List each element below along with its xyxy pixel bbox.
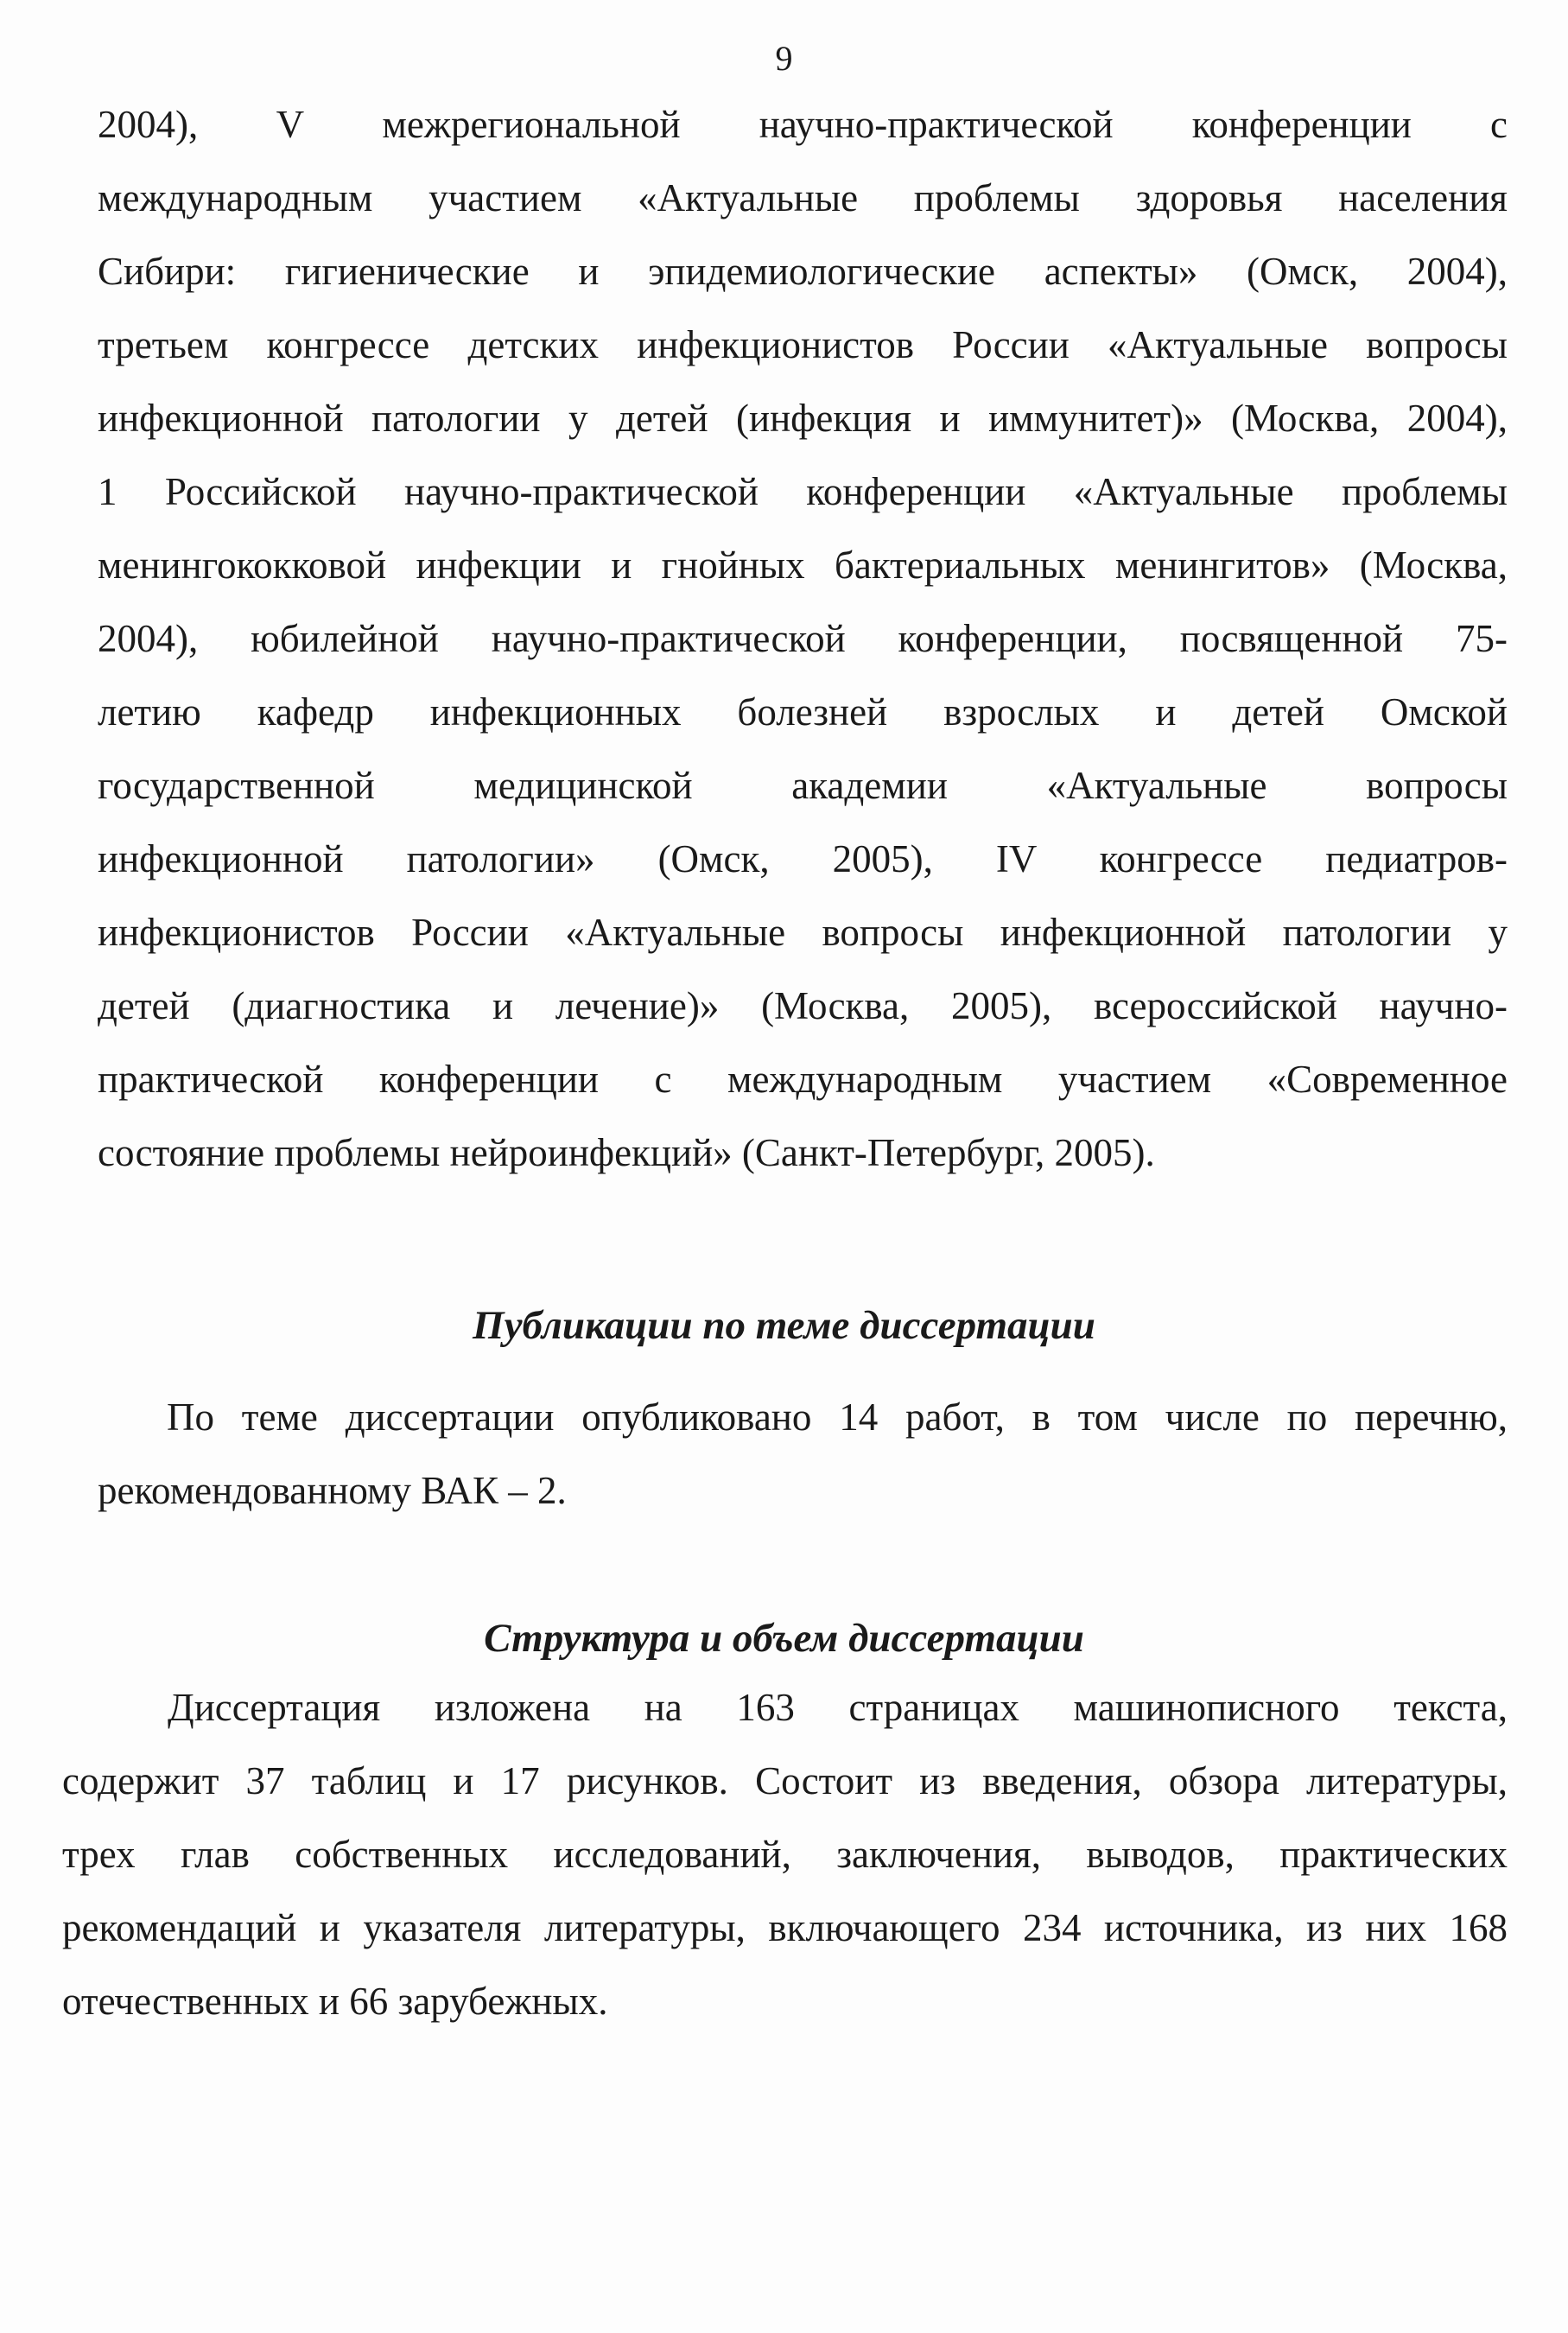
structure-paragraph [62,1671,1508,2038]
page-number: 9 [775,39,793,78]
paragraph-line: Диссертация изложена на 163 страницах машинописного текста, [168,1686,1508,1729]
structure-heading: Структура и объем диссертации [484,1616,1084,1661]
paragraph-line: содержит 37 таблиц и 17 рисунков. Состоит из введения, обзора литературы, [62,1759,1508,1802]
paragraph-line: 2004), V межрегиональной научно-практической конференции с [98,103,1508,146]
paragraph-line: рекомендаций и указателя литературы, включающего 234 источника, из них 168 [62,1906,1508,1949]
paragraph-line: отечественных и 66 зарубежных. [62,1980,608,2023]
paragraph-line: инфекционной патологии» (Омск, 2005), IV конгрессе педиатров- [98,837,1508,880]
paragraph-line: инфекционной патологии у детей (инфекция и иммунитет)» (Москва, 2004), [98,397,1508,440]
paragraph-line: 2004), юбилейной научно-практической конференции, посвященной 75- [98,617,1508,660]
paragraph-line: детей (диагностика и лечение)» (Москва, 2005), всероссийской научно- [98,984,1508,1027]
paragraph-line: третьем конгрессе детских инфекционистов России «Актуальные вопросы [98,323,1508,366]
paragraph-line: международным участием «Актуальные проблемы здоровья населения [98,176,1508,219]
paragraph-line: По теме диссертации опубликовано 14 работ, в том числе по перечню, [167,1395,1508,1439]
paragraph-line: Сибири: гигиенические и эпидемиологические аспекты» (Омск, 2004), [98,250,1508,293]
paragraph-line: рекомендованному ВАК – 2. [98,1469,567,1512]
paragraph-line: трех глав собственных исследований, заключения, выводов, практических [62,1833,1508,1876]
paragraph-line: государственной медицинской академии «Актуальные вопросы [98,764,1508,807]
paragraph-line: практической конференции с международным участием «Современное [98,1058,1508,1101]
paragraph-line: летию кафедр инфекционных болезней взрослых и детей Омской [98,690,1508,734]
publications-heading: Публикации по теме диссертации [473,1303,1095,1348]
paragraph-line: менингококковой инфекции и гнойных бактериальных менингитов» (Москва, [98,544,1508,587]
paragraph-line: 1 Российской научно-практической конференции «Актуальные проблемы [98,470,1508,513]
paragraph-line: инфекционистов России «Актуальные вопросы инфекционной патологии у [98,911,1508,954]
publications-paragraph [98,1381,1508,1528]
continuation-paragraph [98,88,1508,1190]
paragraph-line: состояние проблемы нейроинфекций» (Санкт-Петербург, 2005). [98,1131,1155,1174]
